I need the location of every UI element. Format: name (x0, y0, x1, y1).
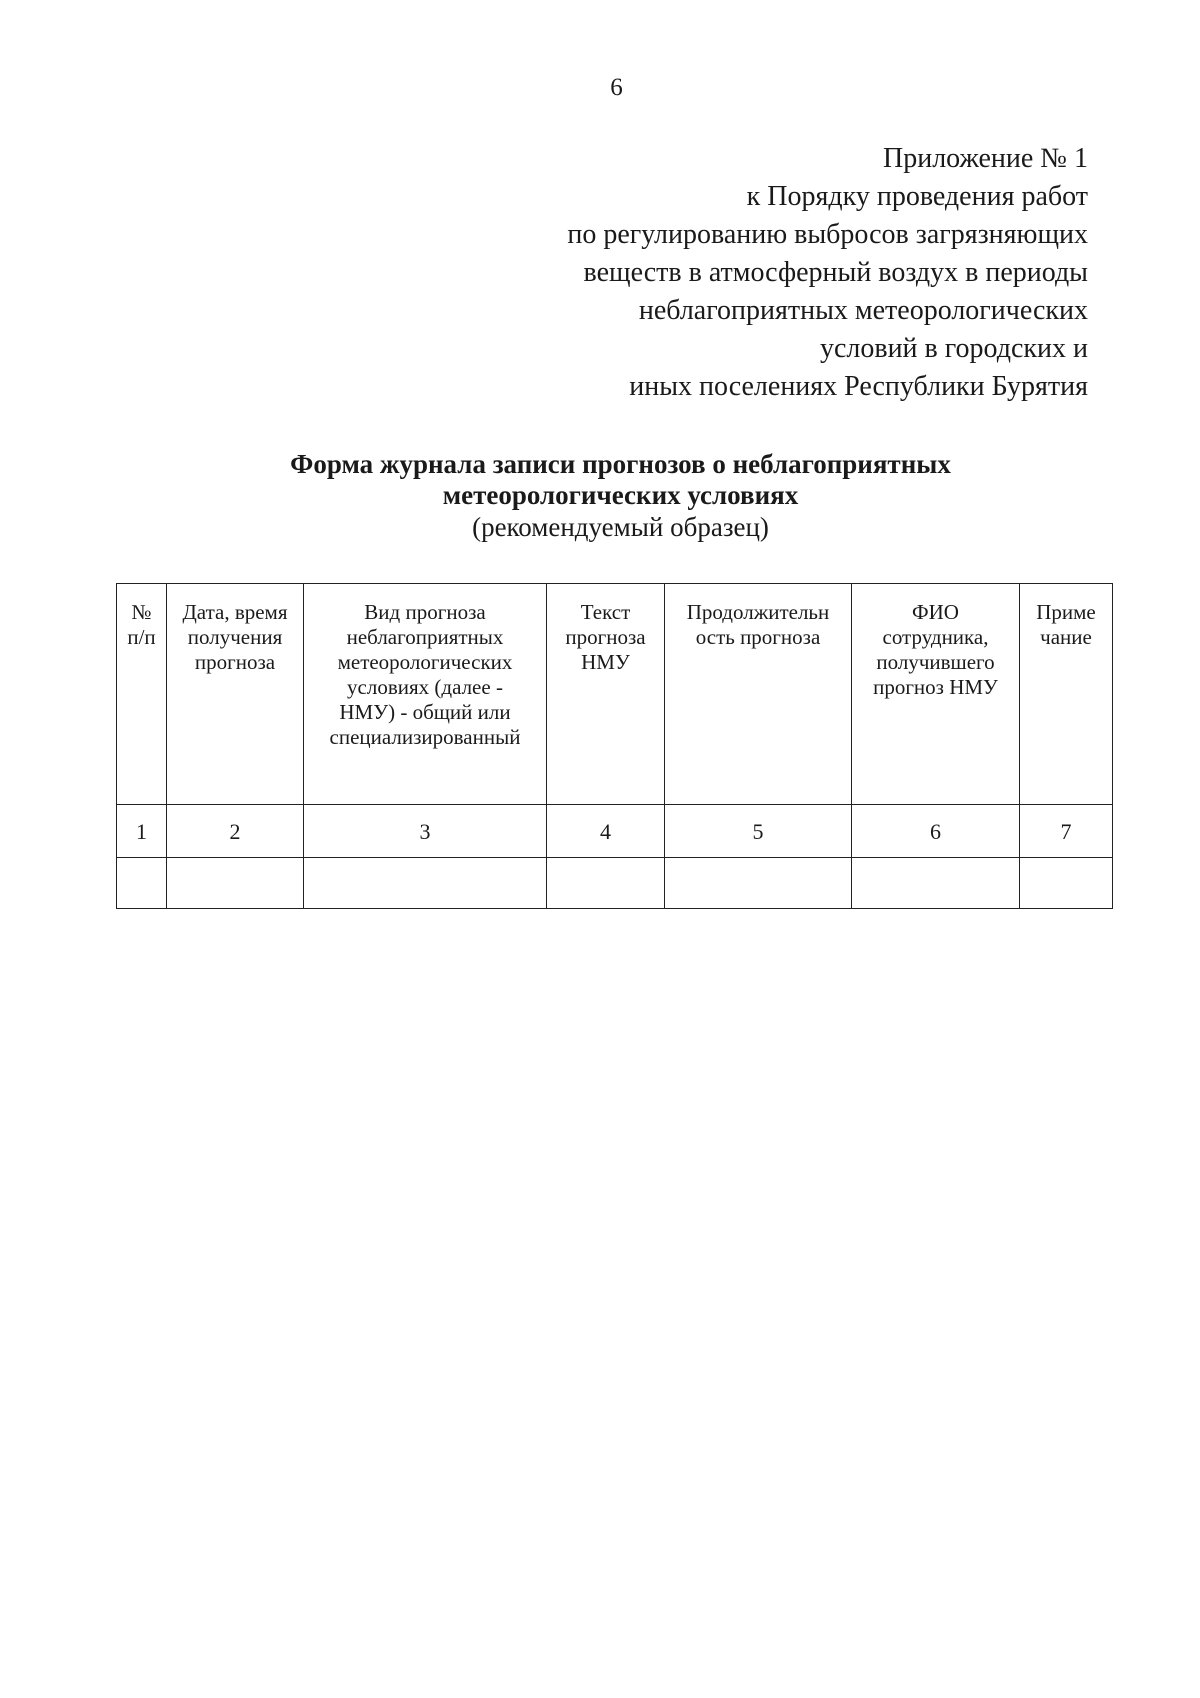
form-title-line: метеорологических условиях (442, 480, 799, 510)
empty-cell (852, 858, 1020, 909)
column-number-cell: 3 (304, 805, 547, 858)
appendix-line: иных поселениях Республики Бурятия (629, 371, 1088, 402)
form-subtitle: (рекомендуемый образец) (472, 512, 769, 542)
column-number-cell: 2 (167, 805, 304, 858)
appendix-reference (567, 140, 1088, 406)
column-number-cell: 6 (852, 805, 1020, 858)
header-cell-employee: ФИО сотрудника, получившего прогноз НМУ (852, 584, 1020, 805)
empty-cell (547, 858, 665, 909)
header-cell-number: № п/п (117, 584, 167, 805)
appendix-line: Приложение № 1 (883, 143, 1088, 174)
empty-cell (304, 858, 547, 909)
empty-cell (1020, 858, 1113, 909)
appendix-line: условий в городских и (819, 333, 1088, 364)
header-cell-forecast-text: Текст прогноза НМУ (547, 584, 665, 805)
header-cell-note: Приме чание (1020, 584, 1113, 805)
header-cell-forecast-type: Вид прогноза неблагоприятных метеорологических условиях (далее - НМУ) - общий или специализированный (304, 584, 547, 805)
table-header-row (117, 584, 1113, 805)
table-row-empty (117, 858, 1113, 909)
header-cell-duration: Продолжительн ость прогноза (665, 584, 852, 805)
table-row-column-numbers (117, 805, 1113, 858)
empty-cell (117, 858, 167, 909)
column-number-cell: 5 (665, 805, 852, 858)
empty-cell (167, 858, 304, 909)
appendix-line: по регулированию выбросов загрязняющих (567, 219, 1088, 250)
header-cell-date-time: Дата, время получения прогноза (167, 584, 304, 805)
page-number: 6 (610, 74, 623, 101)
form-title-line: Форма журнала записи прогнозов о неблагоприятных (290, 449, 951, 479)
column-number-cell: 4 (547, 805, 665, 858)
column-number-cell: 7 (1020, 805, 1113, 858)
empty-cell (665, 858, 852, 909)
appendix-line: к Порядку проведения работ (746, 181, 1088, 212)
form-title (163, 449, 1078, 544)
forecast-journal-table (116, 583, 1113, 909)
column-number-cell: 1 (117, 805, 167, 858)
appendix-line: веществ в атмосферный воздух в периоды (583, 257, 1088, 288)
appendix-line: неблагоприятных метеорологических (638, 295, 1088, 326)
